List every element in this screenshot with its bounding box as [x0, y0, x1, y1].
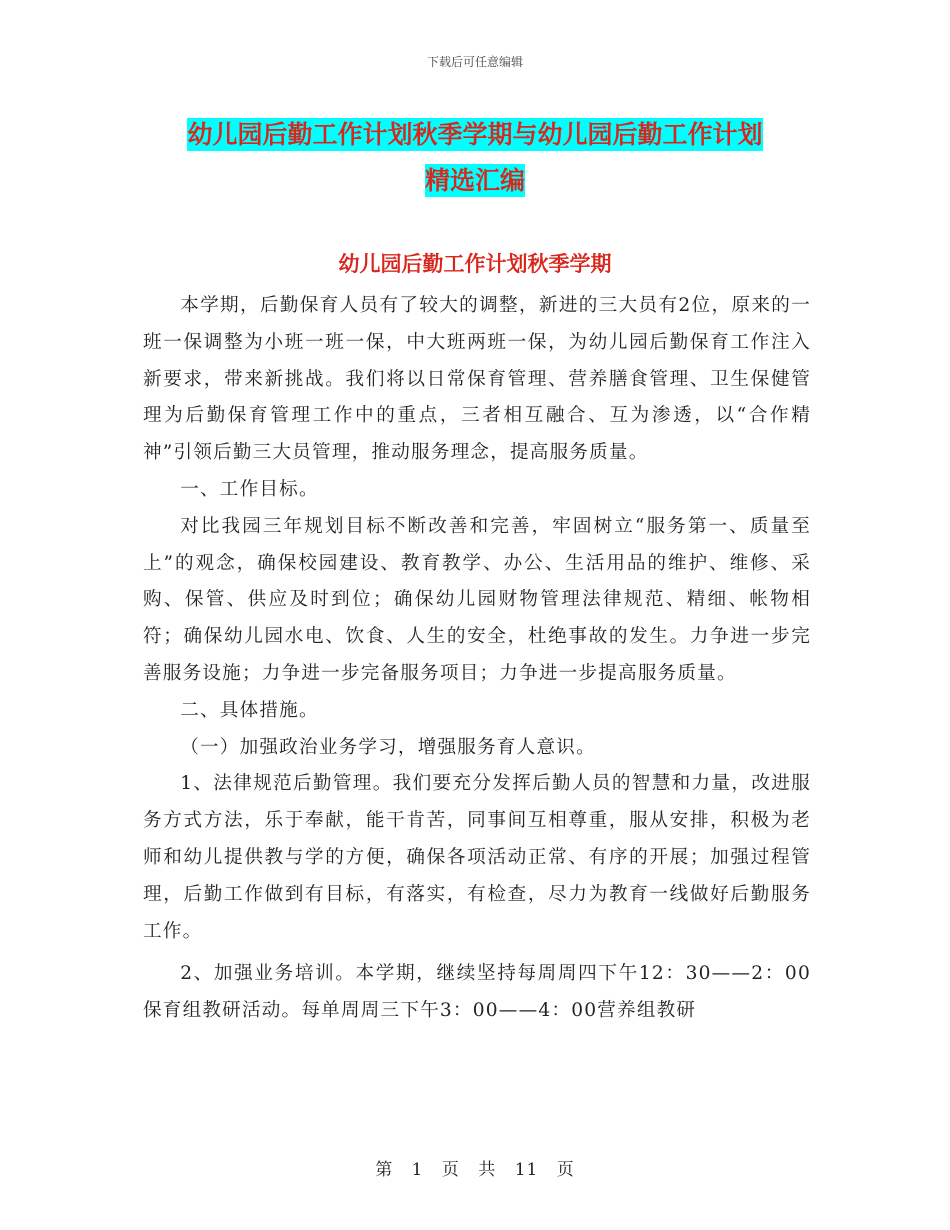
- footer-total-label: 共: [478, 1160, 497, 1180]
- paragraph-subheading: （一）加强政治业务学习，增强服务育人意识。: [180, 736, 596, 758]
- footer-total-pages: 11: [514, 1160, 539, 1180]
- footer-page-unit: 页: [441, 1160, 460, 1180]
- title-line-2: 精选汇编: [424, 166, 525, 195]
- footer-total-unit: 页: [556, 1160, 575, 1180]
- footer-page-label: 第: [375, 1160, 394, 1180]
- title-line-1: 幼儿园后勤工作计划秋季学期与幼儿园后勤工作计划: [187, 120, 763, 149]
- document-title: [140, 112, 810, 204]
- header-note: 下载后可任意编辑: [426, 55, 523, 69]
- document-body: [143, 262, 811, 1030]
- paragraph-item-2: 2、加强业务培训。本学期，继续坚持每周周四下午12：30——2：00保育组教研活动。每单周周三下午3：00——4：00营养组教研: [143, 963, 811, 1022]
- paragraph-goals: 对比我园三年规划目标不断改善和完善，牢固树立“服务第一、质量至上”的观念，确保校园建设、教育教学、办公、生活用品的维护、维修、采购、保管、供应及时到位；确保幼儿园财物管理法律规范、精细、帐物相符；确保幼儿园水电、饮食、人生的安全，杜绝事故的发生。力争进一步完善服务设施；力争进一步完备服务项目；力争进一步提高服务质量。: [143, 515, 811, 684]
- paragraph-heading-goals: 一、工作目标。: [180, 478, 319, 500]
- footer-page-number: 1: [411, 1160, 424, 1180]
- section-title: 幼儿园后勤工作计划秋季学期: [338, 252, 612, 276]
- paragraph-heading-measures: 二、具体措施。: [180, 699, 319, 721]
- page-footer: [0, 1155, 950, 1180]
- paragraph-intro: 本学期，后勤保育人员有了较大的调整，新进的三大员有2位，原来的一班一保调整为小班一班一保，中大班两班一保，为幼儿园后勤保育工作注入新要求，带来新挑战。我们将以日常保育管理、营养膳食管理、卫生保健管理为后勤保育管理工作中的重点，三者相互融合、互为渗透，以“合作精神”引领后勤三大员管理，推动服务理念，提高服务质量。: [143, 295, 811, 464]
- paragraph-item-1: 1、法律规范后勤管理。我们要充分发挥后勤人员的智慧和力量，改进服务方式方法，乐于奉献，能干肯苦，同事间互相尊重，服从安排，积极为老师和幼儿提供教与学的方便，确保各项活动正常、有序的开展；加强过程管理，后勤工作做到有目标，有落实，有检查，尽力为教育一线做好后勤服务工作。: [143, 773, 811, 942]
